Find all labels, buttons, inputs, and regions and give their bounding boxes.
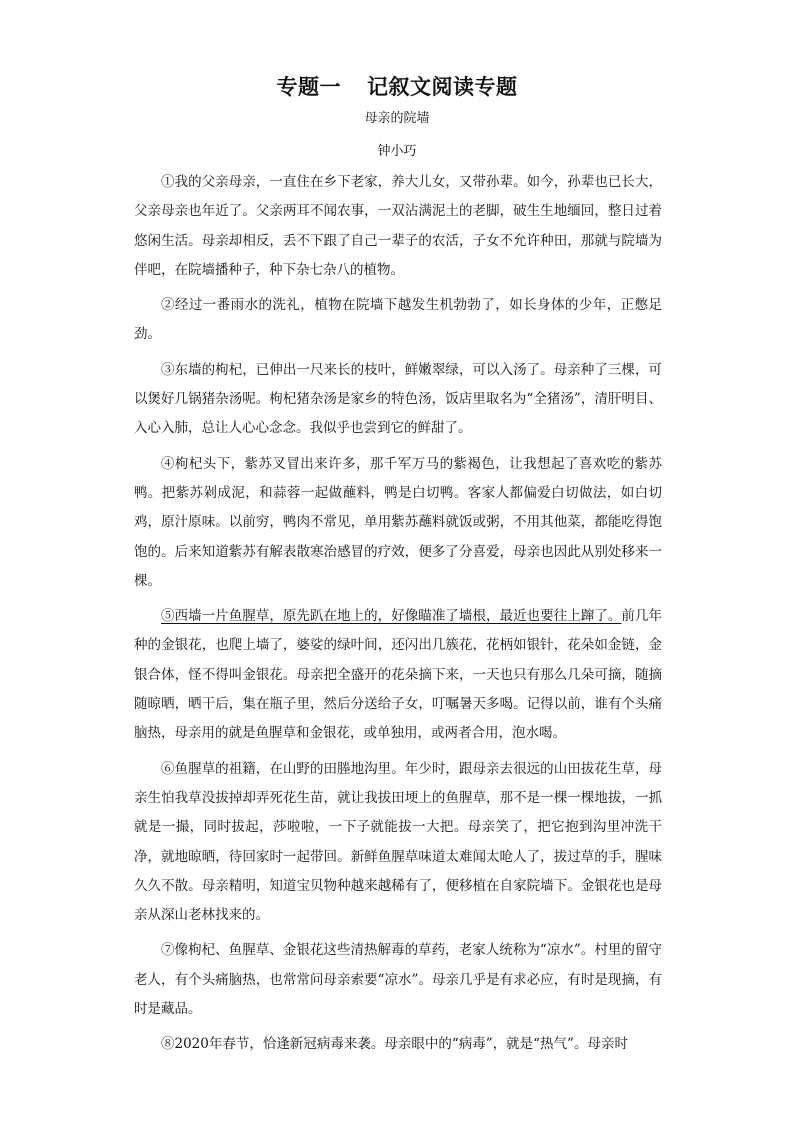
- article-title: 母亲的院墙: [364, 111, 430, 126]
- paragraph-8: ⑧2020年春节，恰逢新冠病毒来袭。母亲眼中的“病毒”，就是“热气”。母亲时: [161, 1036, 628, 1053]
- paragraph-5: [134, 602, 662, 748]
- title-part-2: 记叙文阅读专题: [367, 75, 518, 99]
- page-title: [0, 71, 794, 101]
- author-name: 钟小巧: [377, 144, 417, 159]
- article-body: [134, 168, 662, 1066]
- paragraph-6: ⑥鱼腥草的祖籍，在山野的田塍地沟里。年少时，跟母亲去很远的山田拔花生草，母亲生怕我草没拔掉却弄死花生苗，就让我拔田埂上的鱼腥草，那不是一棵一棵地拔，一抓就是一撮，同时拔起，莎啦啦，一下子就能拔一大把。母亲笑了，把它抱到沟里冲洗干净，就地晾晒，待回家时一起带回。新鲜鱼腥草味道太难闻太呛人了，拔过草的手，腥味久久不散。母亲精明，知道宝贝物种越来越稀有了，便移植在自家院墙下。金银花也是母亲从深山老林找来的。: [134, 760, 662, 924]
- paragraph-4: ④枸杞头下，紫苏叉冒出来许多，那千军万马的紫褐色，让我想起了喜欢吃的紫苏鸭。把紫苏剁成泥，和蒜蓉一起做蘸料，鸭是白切鸭。客家人都偏爱白切做法，如白切鸡，原汁原味。以前穷，鸭肉不常见，单用紫苏蘸料就饭或粥，不用其他菜，都能吃得饱饱的。后来知道紫苏有解表散寒治感冒的疗效，便多了分喜爱，母亲也因此从别处移来一棵。: [134, 455, 662, 589]
- paragraph-5-rest: 前几年种的金银花，也爬上墙了，婆娑的绿叶间，还闪出几簇花，花柄如银针，花朵如金链，金银合体，怪不得叫金银花。母亲把全盛开的花朵摘下来，一天也只有那么几朵可摘，随摘随晾晒，晒干后，集在瓶子里，然后分送给子女，叮嘱暑天多喝。记得以前，谁有个头痛脑热，母亲用的就是鱼腥草和金银花，或单独用，或两者合用，泡水喝。: [134, 608, 663, 742]
- paragraph-1: ①我的父亲母亲，一直住在乡下老家，养大儿女，又带孙辈。如今，孙辈也已长大，父亲母亲也年近了。父亲两耳不闻农事，一双沾满泥土的老脚，破生生地缅回，整日过着悠闲生活。母亲却相反，丢不下跟了自己一辈子的农活，子女不允许种田，那就与院墙为伴吧，在院墙播种子，种下杂七杂八的植物。: [134, 174, 662, 278]
- paragraph-3: ③东墙的枸杞，已伸出一尺来长的枝叶，鲜嫩翠绿，可以入汤了。母亲种了三棵，可以煲好几锅猪杂汤呢。枸杞猪杂汤是家乡的特色汤，饭店里取名为“全猪汤”，清肝明目、入心入肺，总让人心心念念。我似乎也尝到它的鲜甜了。: [134, 361, 662, 437]
- title-part-1: 专题一: [276, 75, 341, 99]
- paragraph-7: ⑦像枸杞、鱼腥草、金银花这些清热解毒的草药，老家人统称为“凉水”。村里的留守老人，有个头痛脑热，也常常问母亲索要“凉水”。母亲几乎是有求必应，有时是现摘，有时是藏品。: [134, 942, 662, 1018]
- underlined-sentence: ⑤西墙一片鱼腥草，原先趴在地上的，好像瞄准了墙根，最近也要往上蹿了。: [161, 608, 622, 625]
- paragraph-2: ②经过一番雨水的洗礼，植物在院墙下越发生机勃勃了，如长身体的少年，正憋足劲。: [134, 297, 662, 343]
